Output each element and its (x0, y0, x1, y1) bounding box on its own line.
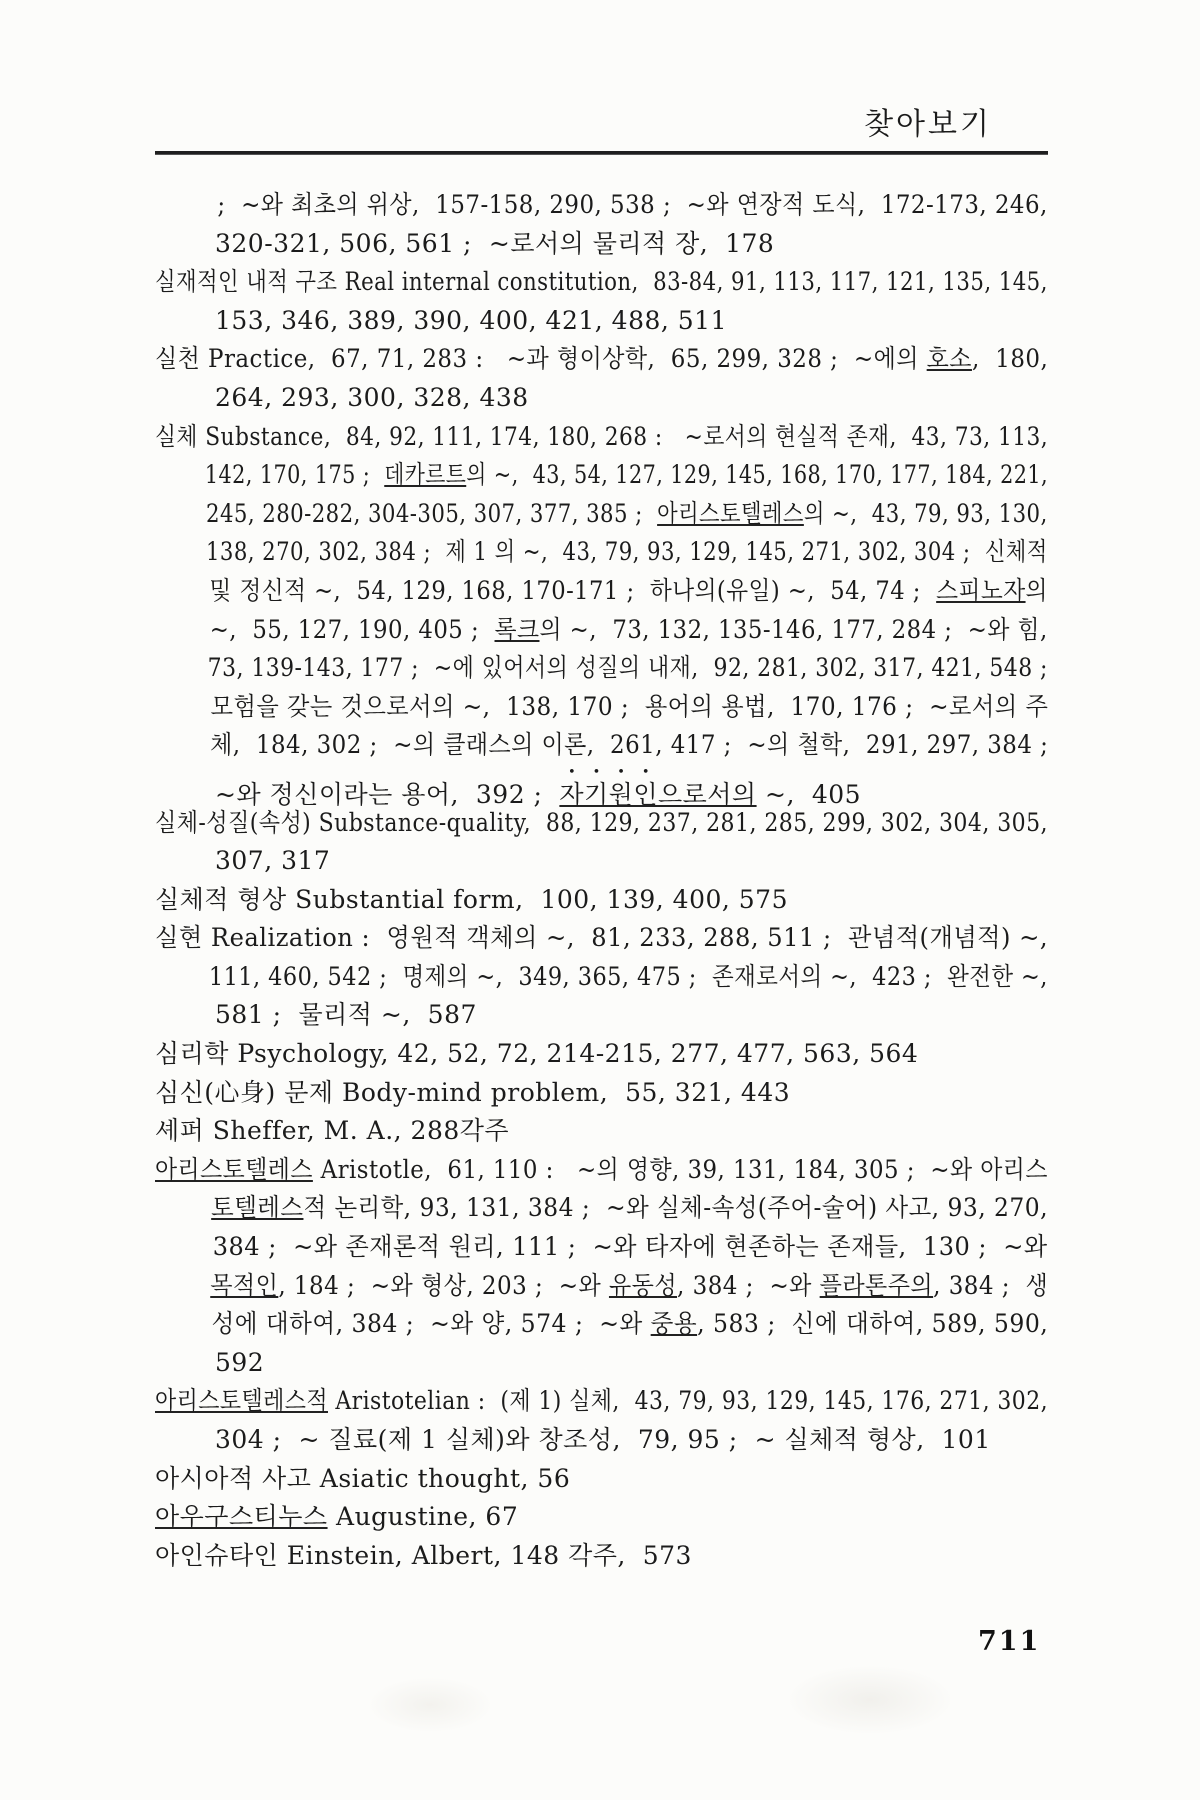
index-text: Aristotelian : (제 1) 실체, 43, 79, 93, 129, 145, 176, 271, 302, (327, 1386, 1048, 1416)
index-text: 아시아적 사고 Asiatic thought, 56 (155, 1463, 571, 1493)
index-text: 심리학 Psychology, 42, 52, 72, 214-215, 277, 477, 563, 564 (155, 1039, 919, 1069)
index-text: 실재적인 내적 구조 Real internal constitution, 83-84, 91, 113, 117, 121, 135, 145, (155, 267, 1048, 297)
index-line (155, 225, 1048, 264)
index-term-underlined: 스피노자 (936, 575, 1026, 605)
index-text: 의 ~, 73, 132, 135-146, 177, 284 ; ~와 힘, (539, 614, 1048, 644)
index-text: 245, 280-282, 304-305, 307, 377, 385 ; (206, 498, 658, 528)
index-text: 264, 293, 300, 328, 438 (215, 382, 529, 412)
index-line (155, 804, 1048, 843)
index-term-underlined: 토텔레스 (211, 1193, 304, 1223)
header-rule (155, 151, 1048, 155)
index-text: 142, 170, 175 ; (204, 460, 385, 490)
index-text: 및 정신적 ~, 54, 129, 168, 170-171 ; 하나의(유일) ~, 54, 74 ; (209, 575, 937, 605)
index-line (155, 418, 1049, 457)
index-term-underlined: 아리스토텔레스 (155, 1154, 313, 1184)
index-term-underlined: 아우구스티누스 (155, 1502, 328, 1532)
index-line (155, 533, 1048, 572)
index-line (155, 456, 1049, 495)
index-text: 307, 317 (215, 846, 331, 876)
index-line (155, 1228, 1048, 1267)
index-text: 실천 Practice, 67, 71, 283 : ~과 형이상학, 65, 299, 328 ; ~에의 (155, 344, 927, 374)
index-line (155, 765, 1048, 809)
index-line (155, 1382, 1048, 1421)
index-text: 581 ; 물리적 ~, 587 (215, 1000, 477, 1030)
index-text: 304 ; ~ 질료(제 1 실체)와 창조성, 79, 95 ; ~ 실체적 형상, 101 (215, 1425, 991, 1454)
index-text: ~, 405 (756, 779, 862, 809)
index-text: 셰퍼 Sheffer, M. A., 288각주 (155, 1116, 510, 1146)
index-line (155, 958, 1048, 997)
index-line (155, 263, 1048, 302)
index-text: 모험을 갖는 것으로서의 ~, 138, 170 ; 용어의 용법, 170, 176 ; ~로서의 주 (210, 691, 1049, 721)
index-term-underlined: 록크 (494, 614, 540, 644)
index-text: 384 ; ~와 존재론적 원리, 111 ; ~와 타자에 현존하는 존재들, 130 ; ~와 (212, 1232, 1048, 1262)
index-line (155, 1189, 1049, 1228)
index-line (155, 186, 1048, 225)
index-text: 실현 Realization : 영원적 객체의 ~, 81, 233, 288, 511 ; 관념적(개념적) ~, (155, 923, 1049, 953)
index-line (155, 881, 1048, 920)
index-text: , 384 ; ~와 (677, 1270, 820, 1300)
index-text: 성에 대하여, 384 ; ~와 양, 574 ; ~와 (211, 1309, 651, 1339)
index-text: 의 (1025, 575, 1048, 605)
index-text: 심신(心身) 문제 Body-mind problem, 55, 321, 443 (155, 1077, 791, 1107)
index-line (155, 340, 1049, 379)
index-line (155, 302, 1048, 341)
index-term-underlined: 데카르트 (384, 460, 467, 490)
index-line (155, 1305, 1049, 1344)
index-term-underlined: 아리스토텔레스적 (155, 1386, 328, 1416)
page-number: 711 (978, 1626, 1041, 1657)
index-term-underlined: 자기원인 (559, 779, 658, 809)
index-line (155, 649, 1048, 688)
index-line (155, 1498, 1048, 1537)
index-line (155, 1267, 1049, 1306)
index-line (155, 1344, 1048, 1383)
index-text: Augustine, 67 (327, 1502, 519, 1532)
index-line (155, 611, 1048, 650)
index-text: Aristotle, 61, 110 : ~의 영향, 39, 131, 184, 305 ; ~와 아리스 (312, 1154, 1048, 1184)
index-line (155, 1537, 1048, 1576)
index-text: 아인슈타인 Einstein, Albert, 148 각주, 573 (155, 1540, 692, 1570)
index-text: , 184 ; ~와 형상, 203 ; ~와 (278, 1270, 609, 1300)
index-term-underlined: 아리스토텔레스 (657, 498, 804, 528)
index-text: 111, 460, 542 ; 명제의 ~, 349, 365, 475 ; 존재로서의 ~, 423 ; 완전한 ~, (208, 961, 1048, 991)
page-header-title: 찾아보기 (864, 107, 992, 142)
index-text: 체, 184, 302 ; ~의 클래스의 이론, 261, 417 ; ~의 철학, 291, 297, 384 ; (210, 730, 1049, 760)
index-text: 73, 139-143, 177 ; ~에 있어서의 성질의 내재, 92, 281, 302, 317, 421, 548 ; (207, 653, 1048, 683)
index-term-underlined: 호소 (926, 344, 972, 374)
index-text: ; ~와 최초의 위상, 157-158, 290, 538 ; ~와 연장적 도식, 172-173, 246, (217, 190, 1048, 219)
index-text: 320-321, 506, 561 ; ~로서의 물리적 장, 178 (215, 228, 775, 258)
index-text: 592 (215, 1347, 265, 1377)
index-line (155, 495, 1048, 534)
index-text: 적 논리학, 93, 131, 384 ; ~와 실체-속성(주어-술어) 사고, 93, 270, (303, 1193, 1049, 1223)
index-text: ~와 정신이라는 용어, 392 ; (215, 779, 560, 809)
index-line (155, 842, 1048, 881)
index-term-underlined: 으로서의 (657, 779, 757, 809)
index-text: , 583 ; 신에 대하여, 589, 590, (697, 1309, 1049, 1339)
index-line (155, 1421, 1048, 1460)
index-text: , 180, (971, 344, 1049, 374)
index-text: 의 ~, 43, 54, 127, 129, 145, 168, 170, 177, 184, 221, (466, 460, 1049, 490)
index-term-underlined: 중용 (650, 1309, 698, 1339)
index-text: 실체-성질(속성) Substance-quality, 88, 129, 237, 281, 285, 299, 302, 304, 305, (155, 807, 1048, 837)
index-text: 153, 346, 389, 390, 400, 421, 488, 511 (215, 305, 727, 335)
index-term-underlined: 유동성 (608, 1270, 678, 1300)
index-text: 실체적 형상 Substantial form, 100, 139, 400, 575 (155, 884, 788, 914)
index-term-underlined: 목적인 (210, 1270, 279, 1300)
index-line (155, 1035, 1048, 1074)
index-line (155, 726, 1049, 765)
index-line (155, 1460, 1048, 1499)
index-text: 의 ~, 43, 79, 93, 130, (803, 498, 1048, 528)
index-line (155, 572, 1048, 611)
index-text: 138, 270, 302, 384 ; 제 1 의 ~, 43, 79, 93, 129, 145, 271, 302, 304 ; 신체적 (205, 537, 1048, 567)
index-text: , 384 ; 생 (933, 1270, 1049, 1300)
index-line (155, 688, 1049, 727)
index-line (155, 1151, 1048, 1190)
index-text: 실체 Substance, 84, 92, 111, 174, 180, 268 : ~로서의 현실적 존재, 43, 73, 113, (155, 421, 1049, 451)
index-line (155, 379, 1048, 418)
index-line (155, 919, 1049, 958)
index-line (155, 996, 1048, 1035)
index-list (155, 186, 1048, 1575)
index-term-underlined: 플라톤주의 (819, 1270, 934, 1300)
index-line (155, 1112, 1048, 1151)
index-text: ~, 55, 127, 190, 405 ; (209, 614, 495, 644)
index-line (155, 1074, 1048, 1113)
